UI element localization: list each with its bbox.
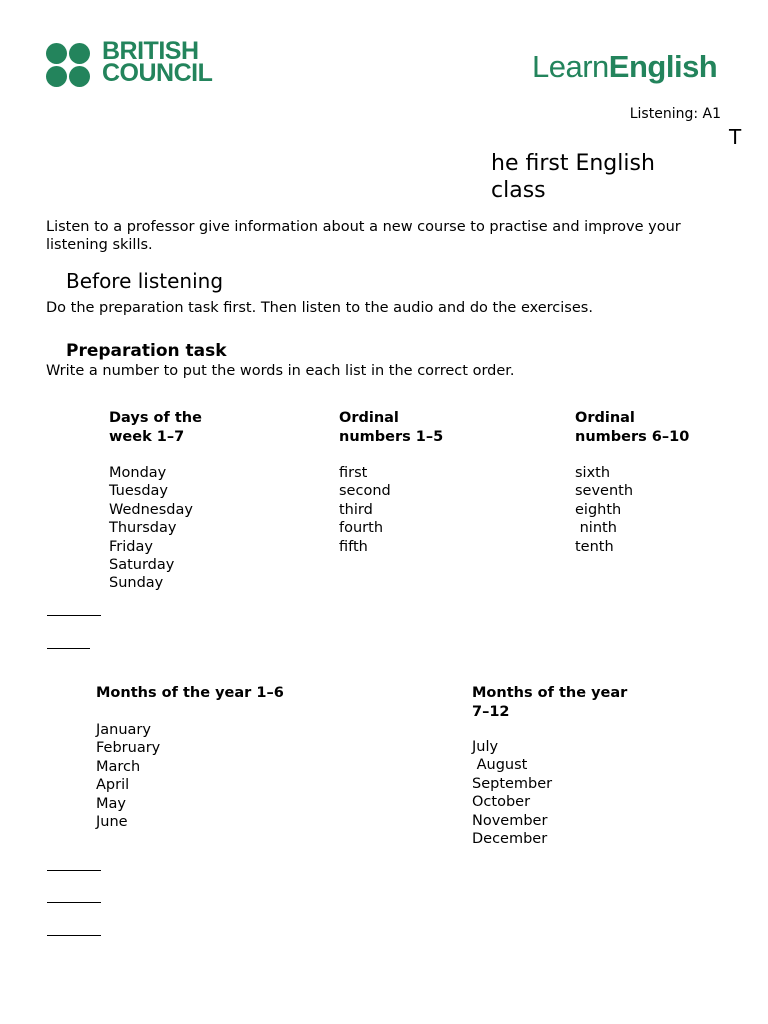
list-item: September	[472, 775, 553, 792]
ordinal-1-5-heading-line-1: Ordinal	[339, 410, 399, 426]
page-title	[491, 150, 731, 204]
months-7-12-heading-line-2: 7–12	[472, 703, 510, 720]
list-item: February	[96, 740, 161, 757]
list-item: eighth	[575, 501, 622, 518]
list-item: March	[96, 758, 141, 775]
list-item: August	[472, 757, 528, 774]
days-heading-line-2: week 1–7	[109, 428, 185, 445]
logo-learn: Learn	[532, 49, 609, 84]
brand-line-2: COUNCIL	[102, 59, 213, 87]
months-1-6-list	[96, 721, 160, 831]
logo-english: English	[608, 49, 718, 84]
list-item: June	[96, 814, 128, 831]
preparation-task-instruction: Write a number to put the words in each list in the correct order.	[46, 363, 515, 379]
preparation-task-heading: Preparation task	[66, 341, 227, 361]
answer-blank-line[interactable]	[47, 870, 101, 871]
list-item: Friday	[109, 538, 153, 555]
list-item: first	[339, 465, 368, 481]
list-item: Sunday	[109, 575, 164, 592]
british-council-logo-icon	[46, 43, 100, 87]
months-7-12-heading	[472, 684, 627, 721]
title-drop-cap: T	[729, 125, 742, 149]
list-item: Wednesday	[109, 501, 193, 518]
answer-blank-line[interactable]	[47, 615, 101, 616]
list-item: Tuesday	[109, 483, 168, 500]
list-item: second	[339, 483, 391, 500]
ordinal-6-10-list	[575, 464, 633, 556]
list-item: April	[96, 777, 130, 794]
days-heading-line-1: Days of the	[109, 410, 202, 426]
brand-line-1: BRITISH	[102, 37, 199, 65]
learnenglish-logo	[532, 49, 717, 85]
list-item: sixth	[575, 465, 611, 481]
months-7-12-heading-line-1: Months of the year	[472, 685, 628, 701]
months-7-12-list	[472, 738, 552, 848]
level-label: Listening: A1	[629, 106, 721, 122]
list-item: Saturday	[109, 557, 175, 574]
list-item: third	[339, 501, 373, 518]
list-item: fourth	[339, 520, 384, 537]
answer-blank-line[interactable]	[47, 935, 101, 936]
list-item: tenth	[575, 538, 614, 555]
answer-blank-line[interactable]	[47, 648, 90, 649]
days-list-heading	[109, 409, 202, 446]
list-item: fifth	[339, 538, 368, 555]
list-item: December	[472, 831, 548, 848]
months-1-6-heading-line-1: Months of the year 1–6	[96, 685, 284, 701]
intro-text: Listen to a professor give information about a new course to practise and improve your listening skills.	[46, 219, 681, 253]
ordinal-6-10-heading-line-2: numbers 6–10	[575, 428, 690, 445]
brand-name	[102, 37, 222, 87]
ordinal-1-5-heading	[339, 409, 443, 446]
list-item: ninth	[575, 520, 617, 537]
list-item: Monday	[109, 465, 167, 481]
days-list	[109, 464, 193, 593]
list-item: May	[96, 795, 126, 812]
ordinal-1-5-list	[339, 464, 391, 556]
months-1-6-heading	[96, 684, 284, 703]
list-item: July	[472, 739, 499, 755]
ordinal-6-10-heading-line-1: Ordinal	[575, 410, 635, 426]
list-item: seventh	[575, 483, 634, 500]
before-listening-heading: Before listening	[66, 269, 224, 293]
list-item: October	[472, 794, 531, 811]
answer-blank-line[interactable]	[47, 902, 101, 903]
list-item: Thursday	[109, 520, 177, 537]
before-listening-instruction: Do the preparation task first. Then listen to the audio and do the exercises.	[46, 300, 593, 316]
ordinal-1-5-heading-line-2: numbers 1–5	[339, 428, 444, 445]
list-item: November	[472, 812, 548, 829]
title-line-2: class	[491, 178, 546, 203]
ordinal-6-10-heading	[575, 409, 689, 446]
title-line-1: he first English	[491, 151, 655, 176]
list-item: January	[96, 722, 151, 738]
